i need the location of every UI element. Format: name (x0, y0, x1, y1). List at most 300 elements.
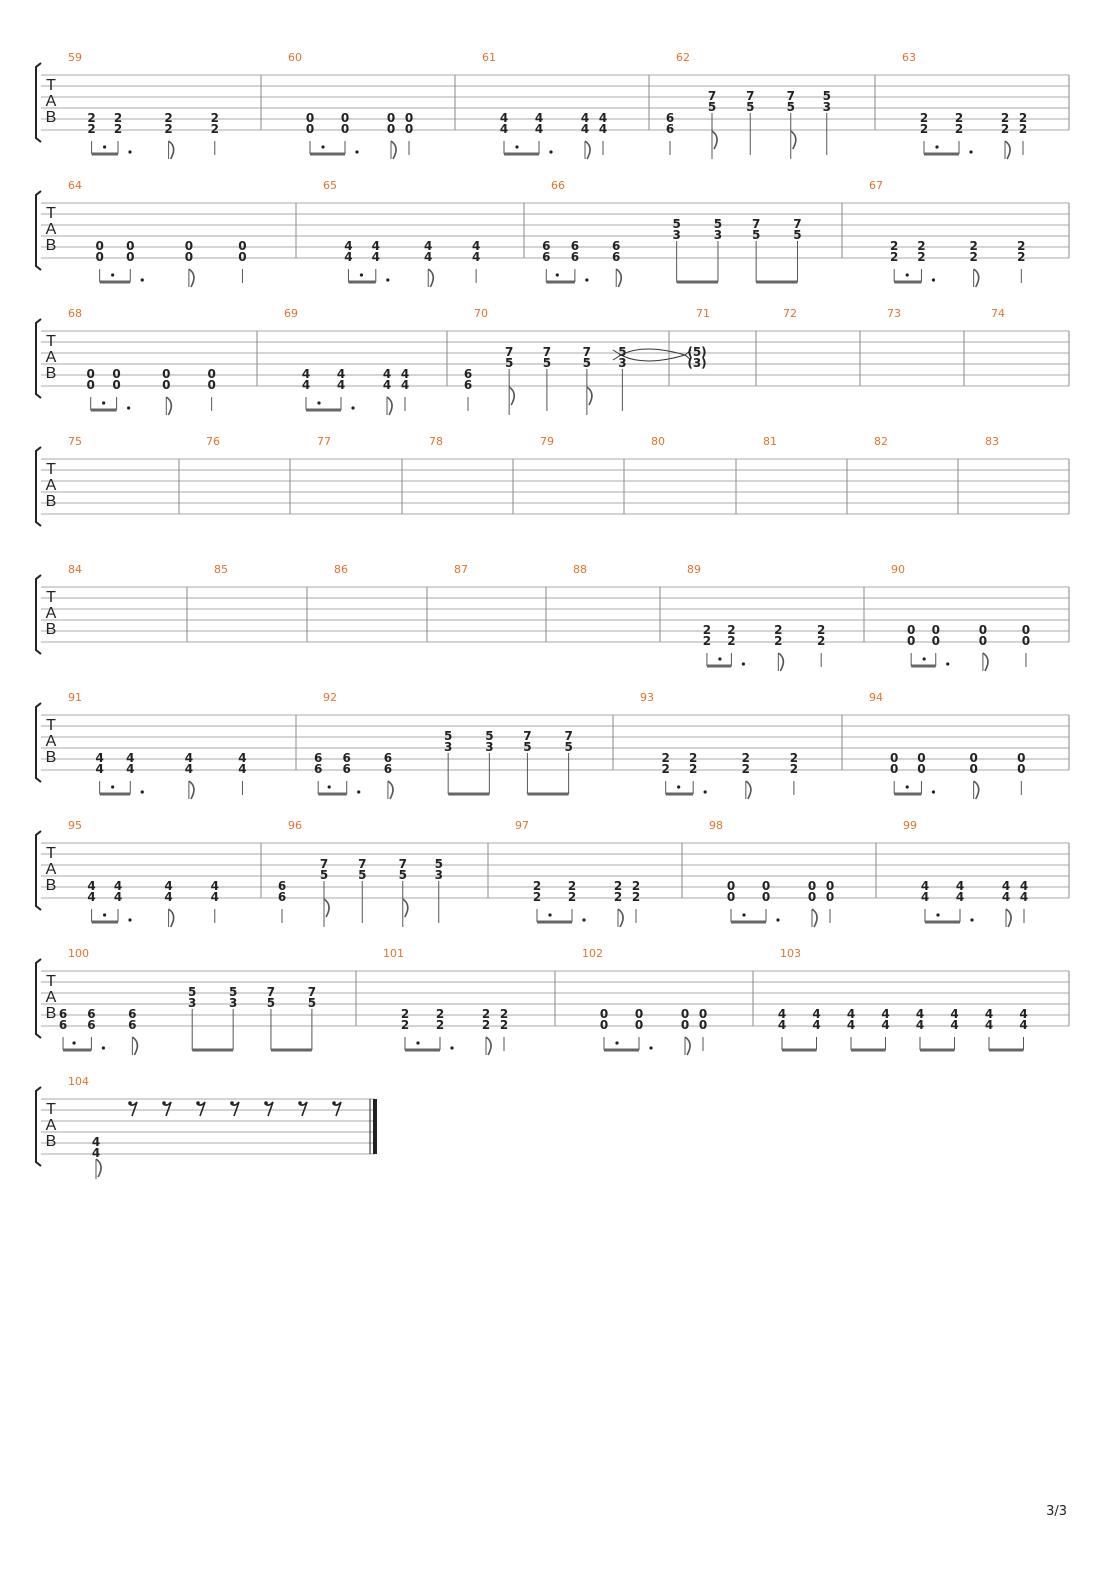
eighth-flag (388, 781, 393, 799)
fret-number: 4 (984, 1007, 994, 1021)
fret-number: 2 (164, 122, 173, 136)
fret-number: 5 (672, 217, 681, 231)
measure-number: 71 (696, 307, 710, 320)
fret-number: 4 (301, 378, 311, 392)
fret-number: 2 (661, 762, 670, 776)
fret-number: 0 (1017, 751, 1026, 765)
fret-number: 2 (969, 250, 978, 264)
fret-number: 5 (485, 729, 494, 743)
measure-number: 83 (985, 435, 999, 448)
fret-number: 5 (443, 729, 453, 743)
fret-number: 5 (793, 228, 802, 242)
dot (718, 657, 721, 660)
fret-number: 2 (688, 762, 698, 776)
fret-number: 4 (915, 1018, 925, 1032)
fret-number: 0 (825, 890, 835, 904)
fret-number: 2 (400, 1007, 410, 1021)
fret-number: 2 (702, 634, 712, 648)
fret-number: 2 (917, 239, 926, 253)
eighth-flag (791, 131, 796, 149)
fret-number: 6 (463, 367, 473, 381)
dot (649, 1046, 652, 1049)
fret-number: 2 (532, 879, 542, 893)
fret-number: 6 (58, 1007, 68, 1021)
eighth-flag (169, 909, 174, 927)
fret-number: 5 (523, 740, 532, 754)
fret-number: 2 (661, 751, 670, 765)
dot (102, 401, 105, 404)
tab-clef-letter: A (45, 1117, 57, 1134)
measure-number: 60 (288, 51, 302, 64)
fret-number: 0 (599, 1007, 609, 1021)
measure-number: 69 (284, 307, 298, 320)
fret-number: 6 (612, 239, 621, 253)
fret-number: 2 (1017, 239, 1026, 253)
fret-number: 4 (382, 378, 392, 392)
fret-number: 0 (698, 1007, 708, 1021)
fret-number: 2 (816, 634, 826, 648)
dot (141, 790, 144, 793)
system-bracket (36, 959, 41, 1038)
measure-number: 101 (383, 947, 404, 960)
rest-head (230, 1101, 234, 1105)
fret-number: 4 (400, 367, 410, 381)
dot (906, 273, 909, 276)
fret-number: 4 (87, 890, 96, 904)
fret-number: 4 (1019, 890, 1029, 904)
dot (317, 401, 320, 404)
tab-clef-letter: A (45, 221, 57, 238)
fret-number: 2 (210, 111, 219, 125)
fret-number: 7 (793, 217, 802, 231)
eighth-flag (132, 1037, 137, 1055)
fret-number: 5 (358, 868, 367, 882)
measure-number: 72 (783, 307, 797, 320)
fret-number: 0 (978, 623, 988, 637)
fret-number: 0 (86, 378, 95, 392)
measure-number: 102 (582, 947, 603, 960)
fret-number: 4 (499, 111, 509, 125)
fret-number: 0 (761, 879, 771, 893)
eighth-flag (96, 1159, 101, 1177)
fret-number: 6 (128, 1007, 137, 1021)
fret-number: 7 (751, 217, 761, 231)
fret-number: 2 (688, 751, 698, 765)
fret-number: 0 (162, 367, 171, 381)
measure-number: 96 (288, 819, 302, 832)
fret-number: 2 (741, 762, 750, 776)
fret-number: 0 (680, 1018, 690, 1032)
dot (103, 913, 106, 916)
fret-number: 2 (481, 1007, 491, 1021)
fret-number: 4 (950, 1018, 959, 1032)
dot (357, 790, 360, 793)
system-bracket (36, 191, 41, 270)
fret-number: 4 (113, 890, 123, 904)
fret-number: 4 (184, 751, 194, 765)
fret-number: 0 (207, 378, 216, 392)
fret-number: 4 (238, 762, 247, 776)
fret-number: 2 (435, 1007, 445, 1021)
measure-number: 81 (763, 435, 777, 448)
fret-number: 4 (984, 1018, 994, 1032)
fret-number: 2 (87, 111, 96, 125)
fret-number: 3 (672, 228, 681, 242)
fret-number: 4 (846, 1018, 856, 1032)
dot (72, 1041, 75, 1044)
fret-number: 0 (634, 1018, 644, 1032)
fret-number: 5 (228, 985, 238, 999)
eighth-flag (974, 781, 979, 799)
system-bracket (36, 703, 41, 782)
measure-number: 70 (474, 307, 488, 320)
measure-number: 97 (515, 819, 529, 832)
fret-number: 2 (917, 250, 926, 264)
fret-number: 0 (726, 879, 736, 893)
fret-number: 6 (383, 751, 393, 765)
measure-number: 77 (317, 435, 331, 448)
fret-number: 0 (807, 890, 817, 904)
fret-number: 3 (822, 100, 831, 114)
measure-number: 103 (780, 947, 801, 960)
eighth-flag (166, 397, 171, 415)
fret-number: 4 (777, 1007, 787, 1021)
eighth-flag (812, 909, 817, 927)
fret-number: 2 (481, 1018, 491, 1032)
fret-number: 0 (931, 634, 940, 648)
fret-number: 4 (955, 890, 965, 904)
fret-number: 0 (305, 122, 315, 136)
fret-number: 2 (567, 879, 577, 893)
fret-number: 6 (383, 762, 393, 776)
tab-clef-letter: B (45, 749, 57, 766)
fret-number: 0 (726, 890, 736, 904)
fret-number: 3 (188, 996, 197, 1010)
rest-head (128, 1101, 132, 1105)
fret-number: 6 (542, 250, 551, 264)
tab-clef-letter: A (45, 605, 57, 622)
fret-number: 0 (969, 751, 978, 765)
fret-number: 4 (91, 1146, 101, 1160)
dot (548, 913, 551, 916)
dot (585, 278, 588, 281)
measure-number: 59 (68, 51, 82, 64)
fret-number: 4 (777, 1018, 787, 1032)
measure-number: 100 (68, 947, 89, 960)
fret-number: 4 (471, 239, 481, 253)
dot (776, 918, 779, 921)
fret-number: 0 (238, 250, 247, 264)
system-bracket (36, 831, 41, 910)
tab-clef-letter: B (45, 365, 57, 382)
fret-number: 4 (920, 890, 930, 904)
fret-number: 7 (582, 345, 592, 359)
eighth-flag (585, 141, 590, 159)
measure-number: 88 (573, 563, 587, 576)
tab-clef-letter: T (46, 461, 56, 478)
tab-clef-letter: T (46, 333, 56, 350)
fret-number: 0 (680, 1007, 690, 1021)
fret-number: 0 (340, 111, 350, 125)
fret-number: 0 (95, 250, 104, 264)
fret-number: 0 (978, 634, 988, 648)
fret-number: 0 (305, 111, 315, 125)
fret-number: 5 (751, 228, 761, 242)
measure-number: 99 (903, 819, 917, 832)
dot (328, 785, 331, 788)
fret-number: 4 (113, 879, 123, 893)
fret-number: 2 (1000, 111, 1010, 125)
fret-number: 5 (786, 100, 795, 114)
dot (111, 273, 114, 276)
fret-number: 0 (1021, 623, 1031, 637)
fret-number: 0 (917, 762, 926, 776)
measure-number: 63 (902, 51, 916, 64)
dot (141, 278, 144, 281)
fret-number: 4 (87, 879, 96, 893)
fret-number: 2 (1018, 122, 1028, 136)
fret-number: 2 (499, 1007, 509, 1021)
measure-number: 98 (709, 819, 723, 832)
dot (582, 918, 585, 921)
dot (386, 278, 389, 281)
fret-number: 4 (580, 122, 590, 136)
eighth-flag (189, 269, 194, 287)
tab-clef-letter: T (46, 205, 56, 222)
fret-number: 2 (1000, 122, 1010, 136)
fret-number: 2 (727, 634, 736, 648)
rest-head (196, 1101, 200, 1105)
fret-number: 0 (1017, 762, 1026, 776)
tie-arc (621, 349, 685, 361)
dot (969, 150, 972, 153)
fret-number: 0 (86, 367, 95, 381)
eighth-flag (403, 899, 408, 917)
eighth-flag (189, 781, 194, 799)
measure-number: 61 (482, 51, 496, 64)
system-bracket (36, 447, 41, 526)
fret-number: 5 (319, 868, 329, 882)
fret-number: 2 (1018, 111, 1028, 125)
fret-number: 4 (424, 239, 433, 253)
dot (742, 913, 745, 916)
fret-number: 4 (344, 239, 353, 253)
measure-number: 79 (540, 435, 554, 448)
fret-number: 7 (266, 985, 276, 999)
dot (932, 790, 935, 793)
fret-number: 4 (1001, 890, 1011, 904)
measure-number: 104 (68, 1075, 89, 1088)
tab-clef-letter: A (45, 349, 57, 366)
fret-number: 2 (113, 122, 123, 136)
fret-number: 2 (631, 890, 641, 904)
fret-number: 7 (319, 857, 329, 871)
fret-number: 6 (665, 111, 675, 125)
fret-number: 4 (598, 111, 608, 125)
fret-number: 4 (371, 239, 380, 253)
dot (970, 918, 973, 921)
fret-number: 7 (564, 729, 573, 743)
fret-number: 4 (1019, 1018, 1028, 1032)
tab-clef-letter: A (45, 989, 57, 1006)
fret-number: 6 (463, 378, 473, 392)
fret-number: 2 (816, 623, 826, 637)
fret-number: 0 (238, 239, 247, 253)
fret-number: 6 (58, 1018, 68, 1032)
fret-number: 0 (698, 1018, 708, 1032)
system-bracket (36, 575, 41, 654)
dot (515, 145, 518, 148)
fret-number: 5 (542, 356, 552, 370)
dot (936, 913, 939, 916)
fret-number: 2 (702, 623, 712, 637)
fret-number: 4 (950, 1007, 959, 1021)
fret-number: 6 (570, 250, 580, 264)
fret-number: 0 (404, 122, 414, 136)
fret-number: 2 (789, 751, 799, 765)
fret-number: 5 (434, 857, 443, 871)
fret-number: 5 (822, 89, 831, 103)
measure-number: 80 (651, 435, 665, 448)
fret-number: 0 (807, 879, 817, 893)
measure-number: 68 (68, 307, 82, 320)
fret-number: 0 (931, 623, 940, 637)
fret-number: 7 (504, 345, 514, 359)
fret-number: 7 (542, 345, 552, 359)
fret-number: 4 (126, 762, 135, 776)
fret-number: 6 (277, 890, 287, 904)
fret-number: 7 (707, 89, 717, 103)
rest-head (298, 1101, 302, 1105)
fret-number: 0 (340, 122, 350, 136)
fret-number: 3 (434, 868, 443, 882)
fret-number: 5 (618, 345, 627, 359)
fret-number: 6 (87, 1018, 96, 1032)
fret-number: 2 (727, 623, 736, 637)
fret-number: 2 (567, 890, 577, 904)
dot (556, 273, 559, 276)
dot (677, 785, 680, 788)
fret-number: 2 (774, 634, 783, 648)
fret-number: 0 (761, 890, 771, 904)
fret-number: 2 (774, 623, 783, 637)
fret-number: 4 (812, 1007, 821, 1021)
fret-number: 4 (812, 1018, 821, 1032)
measure-number: 91 (68, 691, 82, 704)
fret-number: 4 (95, 762, 104, 776)
dot (615, 1041, 618, 1044)
tab-clef-letter: B (45, 1005, 57, 1022)
fret-number: 4 (1019, 879, 1029, 893)
measure-number: 73 (887, 307, 901, 320)
fret-number: 4 (210, 879, 219, 893)
dot (923, 657, 926, 660)
fret-number: 0 (825, 879, 835, 893)
tab-clef-letter: B (45, 1133, 57, 1150)
fret-number: 2 (919, 122, 929, 136)
fret-number: 4 (534, 122, 544, 136)
fret-number: 5 (188, 985, 197, 999)
fret-number: 4 (301, 367, 311, 381)
fret-number: 5 (504, 356, 514, 370)
measure-number: 64 (68, 179, 82, 192)
fret-number: 0 (126, 239, 135, 253)
system-bracket (36, 319, 41, 398)
fret-number: 0 (112, 378, 121, 392)
tab-clef-letter: B (45, 237, 57, 254)
measure-number: 85 (214, 563, 228, 576)
measure-number: 75 (68, 435, 82, 448)
fret-number: 3 (443, 740, 453, 754)
fret-number: 2 (789, 762, 799, 776)
fret-number: 6 (542, 239, 551, 253)
fret-number: 4 (164, 890, 173, 904)
fret-number: 5 (307, 996, 317, 1010)
fret-number: 2 (919, 111, 929, 125)
fret-number: 6 (128, 1018, 137, 1032)
measure-number: 95 (68, 819, 82, 832)
fret-number: 2 (499, 1018, 509, 1032)
eighth-flag (587, 387, 592, 405)
fret-number: 0 (890, 762, 899, 776)
measure-number: 82 (874, 435, 888, 448)
dot (932, 278, 935, 281)
dot (416, 1041, 419, 1044)
fret-number: 2 (113, 111, 123, 125)
dot (355, 150, 358, 153)
eighth-flag (428, 269, 433, 287)
fret-number: 2 (969, 239, 978, 253)
eighth-flag (778, 653, 783, 671)
fret-number: 0 (890, 751, 899, 765)
dot (450, 1046, 453, 1049)
fret-number: 7 (358, 857, 367, 871)
fret-number: 6 (314, 762, 323, 776)
tied-fret-number: (5) (687, 345, 707, 359)
fret-number: 4 (164, 879, 173, 893)
fret-number: 4 (881, 1007, 890, 1021)
dot (128, 918, 131, 921)
tab-clef-letter: A (45, 733, 57, 750)
fret-number: 4 (400, 378, 410, 392)
eighth-flag (712, 131, 717, 149)
fret-number: 2 (435, 1018, 445, 1032)
fret-number: 2 (631, 879, 641, 893)
fret-number: 4 (881, 1018, 890, 1032)
measure-number: 90 (891, 563, 905, 576)
fret-number: 6 (665, 122, 675, 136)
fret-number: 2 (1017, 250, 1026, 264)
dot (102, 1046, 105, 1049)
fret-number: 4 (336, 378, 346, 392)
fret-number: 4 (598, 122, 608, 136)
fret-number: 5 (398, 868, 407, 882)
fret-number: 2 (890, 250, 899, 264)
measure-number: 86 (334, 563, 348, 576)
fret-number: 0 (207, 367, 216, 381)
dot (127, 406, 130, 409)
fret-number: 6 (612, 250, 621, 264)
eighth-flag (685, 1037, 690, 1055)
dot (946, 662, 949, 665)
fret-number: 2 (954, 122, 964, 136)
tab-clef-letter: A (45, 93, 57, 110)
fret-number: 5 (707, 100, 717, 114)
dot (321, 145, 324, 148)
fret-number: 7 (398, 857, 407, 871)
fret-number: 4 (1001, 879, 1011, 893)
measure-number: 67 (869, 179, 883, 192)
